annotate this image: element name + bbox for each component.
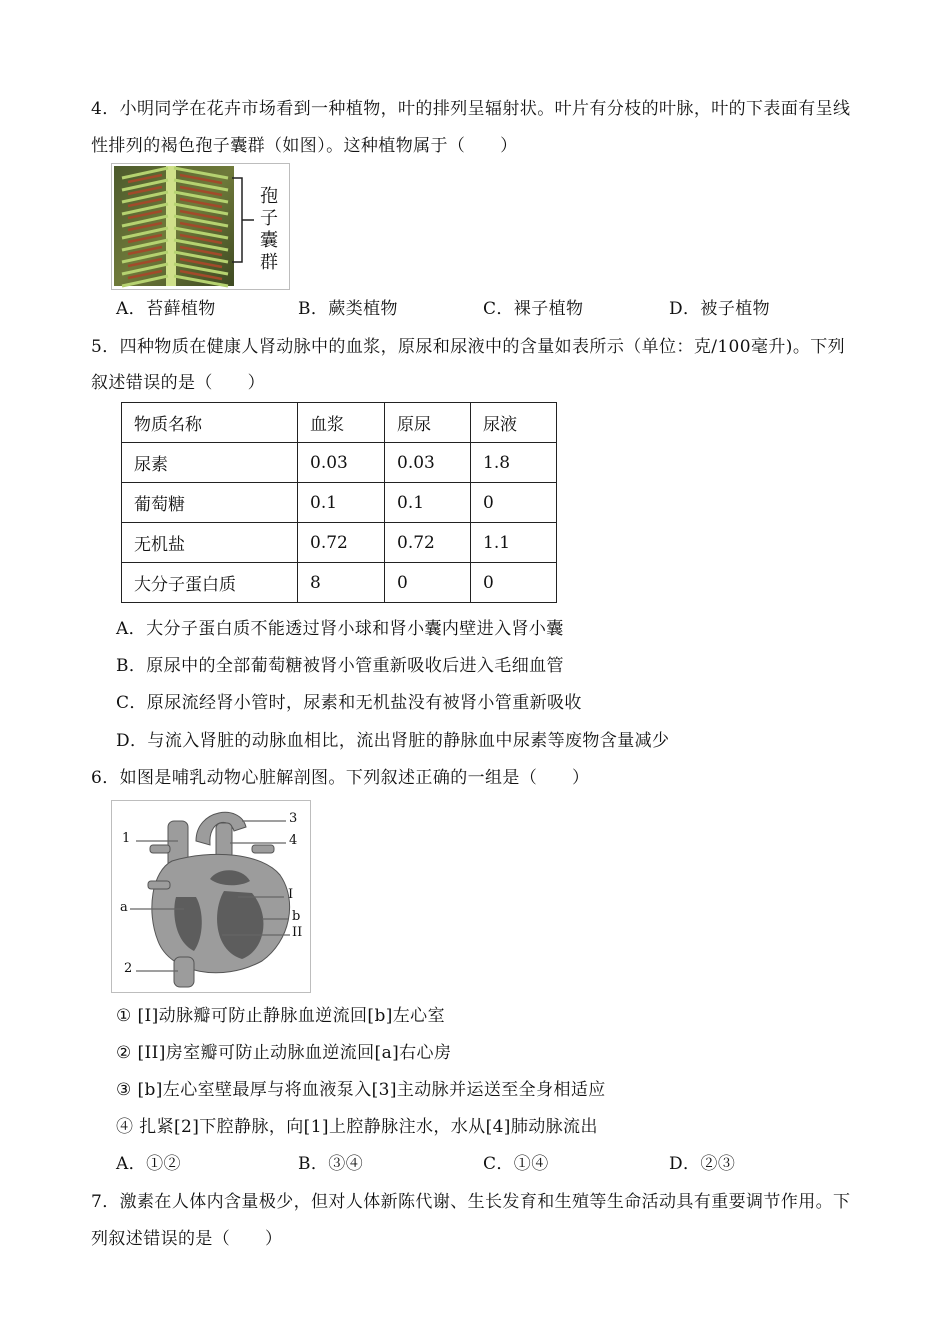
table-cell: 尿素 — [122, 443, 298, 483]
table-cell: 0 — [471, 483, 557, 523]
q4-stem-line2: 性排列的褐色孢子囊群（如图）。这种植物属于（ ） — [91, 136, 518, 156]
q6-option-d[interactable]: D．②③ — [669, 1154, 736, 1174]
table-header-cell: 尿液 — [471, 403, 557, 443]
q6-statement-4: ④ 扎紧[2]下腔静脉，向[1]上腔静脉注水，水从[4]肺动脉流出 — [116, 1117, 598, 1137]
q7-stem-line2: 列叙述错误的是（ ） — [91, 1229, 283, 1249]
spore-cluster-label: 孢子囊群 — [260, 186, 278, 273]
heart-label-1: 1 — [122, 831, 131, 846]
table-cell: 0.03 — [298, 443, 385, 483]
table-cell: 无机盐 — [122, 523, 298, 563]
table-cell: 1.8 — [471, 443, 557, 483]
q5-option-b[interactable]: B．原尿中的全部葡萄糖被肾小管重新吸收后进入毛细血管 — [116, 656, 564, 676]
table-header-cell: 原尿 — [385, 403, 471, 443]
heart-diagram-figure — [111, 800, 311, 993]
table-cell: 0 — [385, 563, 471, 603]
heart-label-4: 4 — [289, 833, 298, 848]
heart-label-II: II — [292, 925, 303, 940]
table-cell: 大分子蛋白质 — [122, 563, 298, 603]
table-row — [122, 483, 557, 523]
heart-label-I: I — [288, 887, 294, 902]
q6-statement-2: ② [II]房室瓣可防止动脉血逆流回[a]右心房 — [116, 1043, 452, 1063]
kidney-substance-table — [121, 402, 557, 603]
heart-label-3: 3 — [289, 811, 298, 826]
table-header-cell: 物质名称 — [122, 403, 298, 443]
table-row — [122, 523, 557, 563]
table-header-cell: 血浆 — [298, 403, 385, 443]
q5-stem-line2: 叙述错误的是（ ） — [91, 373, 265, 393]
q5-stem-line1: 5．四种物质在健康人肾动脉中的血浆，原尿和尿液中的含量如表所示（单位：克/100毫升)。下列 — [91, 337, 846, 357]
q6-stem-line1: 6．如图是哺乳动物心脏解剖图。下列叙述正确的一组是（ ） — [91, 768, 590, 788]
q6-statement-3: ③ [b]左心室壁最厚与将血液泵入[3]主动脉并运送至全身相适应 — [116, 1080, 606, 1100]
heart-label-2: 2 — [124, 961, 133, 976]
table-cell: 0.1 — [298, 483, 385, 523]
q4-option-d[interactable]: D．被子植物 — [669, 299, 771, 319]
q5-option-a[interactable]: A．大分子蛋白质不能透过肾小球和肾小囊内壁进入肾小囊 — [116, 619, 564, 639]
table-cell: 葡萄糖 — [122, 483, 298, 523]
table-cell: 0.03 — [385, 443, 471, 483]
q4-option-b[interactable]: B．蕨类植物 — [298, 299, 398, 319]
q6-option-c[interactable]: C．①④ — [483, 1154, 549, 1174]
heart-label-b: b — [292, 909, 301, 924]
q4-stem-line1: 4．小明同学在花卉市场看到一种植物，叶的排列呈辐射状。叶片有分枝的叶脉，叶的下表面有呈线 — [91, 99, 851, 119]
q7-stem-line1: 7．激素在人体内含量极少，但对人体新陈代谢、生长发育和生殖等生命活动具有重要调节作用。下 — [91, 1192, 851, 1212]
table-header-row — [122, 403, 557, 443]
table-cell: 0 — [471, 563, 557, 603]
table-cell: 0.72 — [298, 523, 385, 563]
fern-leaf-figure — [111, 163, 290, 290]
q4-option-c[interactable]: C．裸子植物 — [483, 299, 584, 319]
table-cell: 1.1 — [471, 523, 557, 563]
q5-option-d[interactable]: D．与流入肾脏的动脉血相比，流出肾脏的静脉血中尿素等废物含量减少 — [116, 731, 670, 751]
q6-option-a[interactable]: A．①② — [116, 1154, 181, 1174]
table-row — [122, 563, 557, 603]
table-cell: 0.1 — [385, 483, 471, 523]
q5-option-c[interactable]: C．原尿流经肾小管时，尿素和无机盐没有被肾小管重新吸收 — [116, 693, 582, 713]
table-row — [122, 443, 557, 483]
q6-statement-1: ① [I]动脉瓣可防止静脉血逆流回[b]左心室 — [116, 1006, 445, 1026]
table-cell: 0.72 — [385, 523, 471, 563]
table-cell: 8 — [298, 563, 385, 603]
q6-option-b[interactable]: B．③④ — [298, 1154, 364, 1174]
heart-label-a: a — [120, 900, 128, 915]
q4-option-a[interactable]: A．苔藓植物 — [116, 299, 216, 319]
heart-anatomy-image — [112, 801, 310, 992]
